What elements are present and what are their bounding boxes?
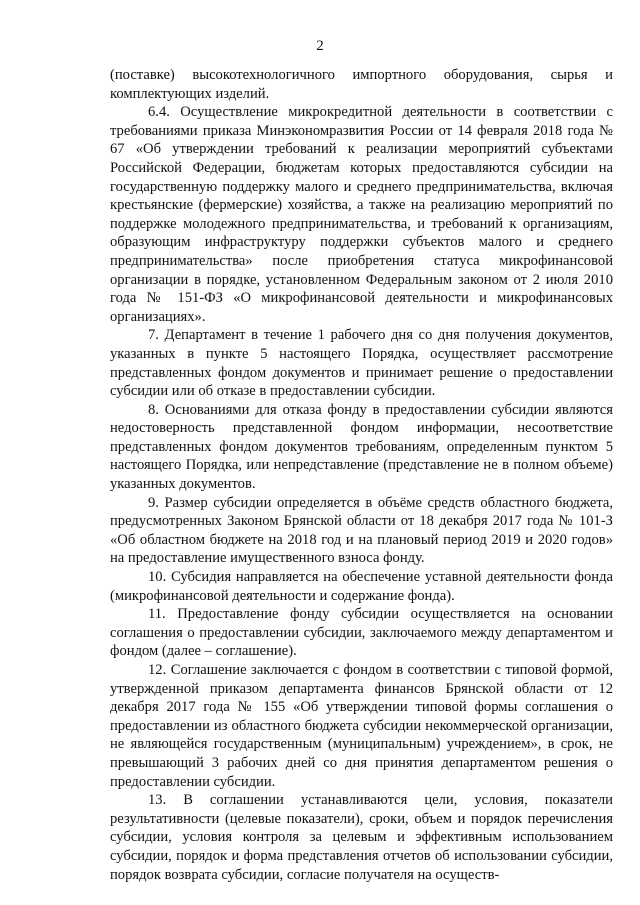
paragraph-6-4: 6.4. Осуществление микрокредитной деятельности в соответствии с требованиями приказа Минэкономразвития России от 14 февраля 2018 года № 67 «Об утверждении требований к реализации мероприятий субъектами Российской Федерации, бюджетам которых предоставляются субсидии на государственную поддержку малого и среднего предпринимательства, включая крестьянские (фермерские) хозяйства, а также на реализацию мероприятий по поддержке молодежного предпринимательства, и требований к организациям, образующим инфраструктуру поддержки субъектов малого и среднего предпринимательства» после приобретения статуса микрофинансовой организации в порядке, установленном Федеральным законом от 2 июля 2010 года № 151-ФЗ «О микрофинансовой деятельности и микрофинансовых организациях». xyxy=(110,104,613,325)
paragraph-11: 11. Предоставление фонду субсидии осуществляется на основании соглашения о предоставлении субсидии, заключаемого между департаментом и фондом (далее – соглашение). xyxy=(110,606,613,660)
page-number: 2 xyxy=(316,38,324,54)
paragraph-12: 12. Соглашение заключается с фондом в соответствии с типовой формой, утвержденной приказом департамента финансов Брянской области от 12 декабря 2017 года № 155 «Об утверждении типовой формы соглашения о предоставлении из областного бюджета субсидии некоммерческой организации, не являющейся государственным (муниципальным) учреждением», в срок, не превышающий 3 рабочих дней со дня принятия департаментом решения о предоставлении субсидии. xyxy=(110,662,613,790)
paragraph-13: 13. В соглашении устанавливаются цели, условия, показатели результативности (целевые показатели), сроки, объем и порядок перечисления субсидии, условия контроля за целевым и эффективным использованием субсидии, порядок и форма представления отчетов об использовании субсидии, порядок возврата субсидии, согласие получателя на осуществ- xyxy=(110,792,613,883)
paragraph-continuation: (поставке) высокотехнологичного импортного оборудования, сырья и комплектующих изделий. xyxy=(110,67,613,102)
paragraph-9: 9. Размер субсидии определяется в объёме средств областного бюджета, предусмотренных Законом Брянской области от 18 декабря 2017 года № 101-З «Об областном бюджете на 2018 год и на плановый период 2019 и 2020 годов» на предоставление имущественного взноса фонду. xyxy=(110,494,613,567)
document-body xyxy=(110,66,613,884)
paragraph-8: 8. Основаниями для отказа фонду в предоставлении субсидии являются недостоверность представленной фондом информации, несоответствие представленных фондом документов требованиям, определенным пунктом 5 настоящего Порядка, или непредставление (представление не в полном объеме) указанных документов. xyxy=(110,401,613,493)
paragraph-7: 7. Департамент в течение 1 рабочего дня со дня получения документов, указанных в пункте 5 настоящего Порядка, осуществляет рассмотрение представленных фондом документов и принимает решение о предоставлении субсидии или об отказе в предоставлении субсидии. xyxy=(110,327,613,400)
paragraph-10: 10. Субсидия направляется на обеспечение уставной деятельности фонда (микрофинансовой деятельности и содержание фонда). xyxy=(110,569,613,604)
